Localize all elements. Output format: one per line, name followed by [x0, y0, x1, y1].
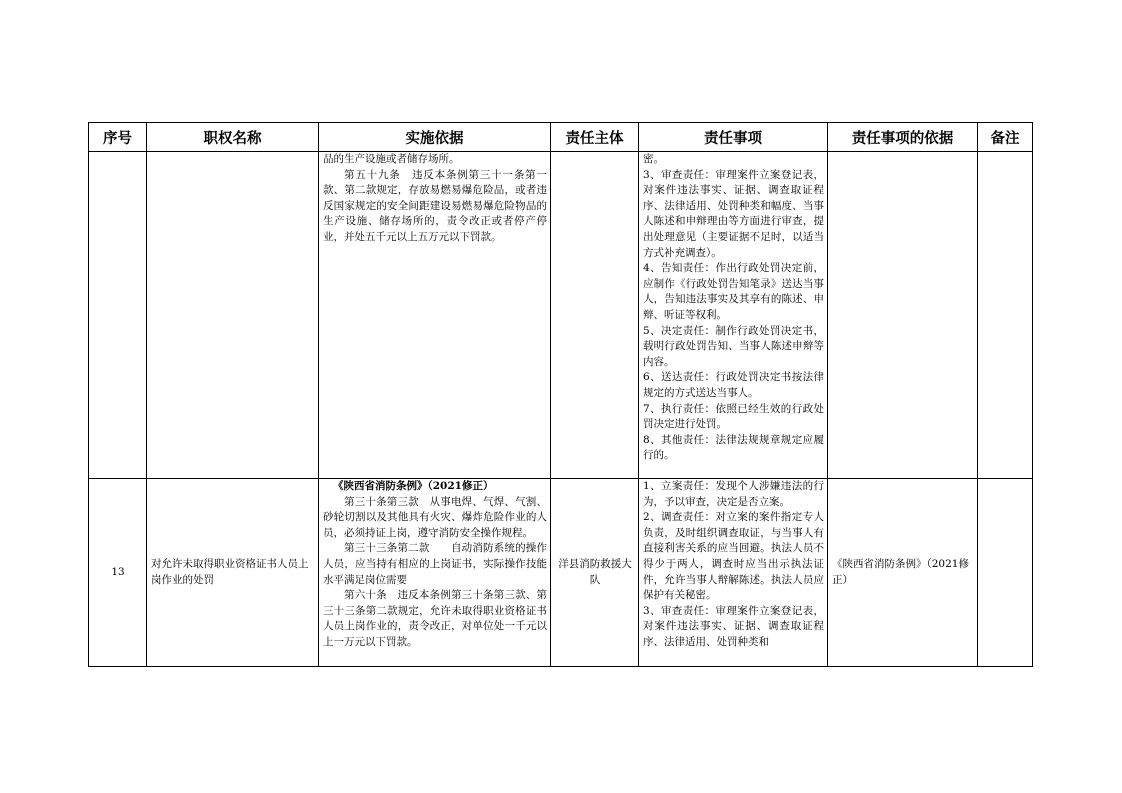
header-duty-basis: 责任事项的依据 — [828, 123, 978, 152]
duty-item: 3、审查责任：审理案件立案登记表，对案件违法事实、证据、调查取证程序、法律适用、处罚种类和 — [643, 604, 824, 648]
header-seq: 序号 — [89, 123, 147, 152]
basis-paragraph: 第五十九条 违反本条例第三十一条第一款、第二款规定，存放易燃易爆危险品，或者违反国家规定的安全间距建设易燃易爆危险物品的生产设施、储存场所的，责令改正或者停产停业，并处五千元以上五万元以下罚款。 — [323, 168, 547, 243]
header-duties: 责任事项 — [639, 123, 828, 152]
duty-item: 5、决定责任：制作行政处罚决定书，载明行政处罚告知、当事人陈述申辩等内容。 — [643, 324, 824, 368]
cell-duties — [639, 152, 828, 479]
cell-seq — [89, 152, 147, 479]
basis-title: 《陕西省消防条例》（2021修正） — [333, 480, 494, 492]
header-subject: 责任主体 — [551, 123, 639, 152]
duty-item: 4、告知责任：作出行政处罚决定前，应制作《行政处罚告知笔录》送达当事人，告知违法事实及其享有的陈述、申辩、听证等权利。 — [643, 262, 824, 321]
duty-item: 7、执行责任：依照已经生效的行政处罚决定进行处罚。 — [643, 402, 824, 431]
cell-authority-name: 对允许未取得职业资格证书人员上岗作业的处罚 — [147, 479, 319, 667]
header-authority-name: 职权名称 — [147, 123, 319, 152]
cell-remark — [978, 152, 1033, 479]
basis-paragraph: 第六十条 违反本条例第三十条第三款、第三十三条第二款规定，允许未取得职业资格证书人员上岗作业的，责令改正，对单位处一千元以上一万元以下罚款。 — [323, 589, 547, 648]
cell-duty-basis — [828, 152, 978, 479]
duty-item: 8、其他责任：法律法规规章规定应履行的。 — [643, 433, 824, 462]
basis-paragraph: 品的生产设施或者储存场所。 — [323, 153, 460, 165]
cell-basis — [319, 479, 551, 667]
header-row — [89, 123, 1033, 152]
duty-item: 密。 — [643, 153, 664, 165]
table-row-continued — [89, 152, 1033, 479]
duty-item: 1、立案责任：发现个人涉嫌违法的行为，予以审查，决定是否立案。 — [643, 480, 824, 508]
cell-duty-basis: 《陕西省消防条例》（2021修正） — [828, 479, 978, 667]
duty-item: 6、送达责任：行政处罚决定书按法律规定的方式送达当事人。 — [643, 371, 824, 399]
duty-item: 3、审查责任：审理案件立案登记表，对案件违法事实、证据、调查取证程序、法律适用、处罚种类和幅度、当事人陈述和申辩理由等方面进行审查，提出处理意见（主要证据不足时，以适当方式补充调查）。 — [643, 168, 824, 259]
basis-paragraph: 第三十条第三款 从事电焊、气焊、气割、砂轮切割以及其他具有火灾、爆炸危险作业的人员，必须持证上岗，遵守消防安全操作规程。 — [323, 495, 547, 539]
table-row-13 — [89, 479, 1033, 667]
authority-table — [88, 122, 1033, 667]
cell-subject — [551, 152, 639, 479]
cell-seq: 13 — [89, 479, 147, 667]
header-remark: 备注 — [978, 123, 1033, 152]
cell-duties — [639, 479, 828, 667]
cell-remark — [978, 479, 1033, 667]
header-basis: 实施依据 — [319, 123, 551, 152]
cell-basis — [319, 152, 551, 479]
duty-item: 2、调查责任：对立案的案件指定专人负责，及时组织调查取证，与当事人有直接利害关系的应当回避。执法人员不得少于两人，调查时应当出示执法证件，允许当事人辩解陈述。执法人员应保护有关秘密。 — [643, 511, 824, 602]
basis-paragraph: 第三十三条第二款 自动消防系统的操作人员，应当持有相应的上岗证书，实际操作技能水平满足岗位需要 — [323, 542, 547, 586]
cell-subject: 洋县消防救援大队 — [551, 479, 639, 667]
cell-authority-name — [147, 152, 319, 479]
